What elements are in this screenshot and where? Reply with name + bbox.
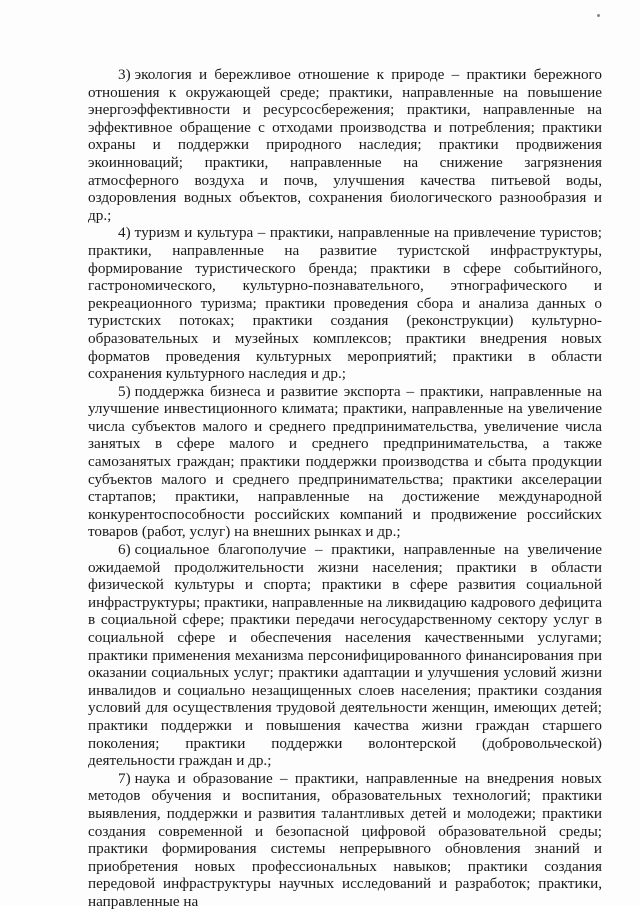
paragraph-business-export <box>88 383 602 541</box>
paragraph-text: экология и бережливое отношение к природе – практики бережного отношения к окружающей среде; практики, направленные на повышение энергоэффективности и ресурсосбережения; практики, направленные на эффективное обращение с отходами производства и потребления; практики охраны и поддержки природного наследия; практики продвижения экоинноваций; практики, направленные на снижение загрязнения атмосферного воздуха и почв, улучшения качества питьевой воды, оздоровления водных объектов, сохранения биологического разнообразия и др.; <box>88 66 602 224</box>
paragraph-text: социальное благополучие – практики, направленные на увеличение ожидаемой продолжительности жизни населения; практики в области физической культуры и спорта; практики в сфере развития социальной инфраструктуры; практики, направленные на ликвидацию кадрового дефицита в социальной сфере; практики передачи негосударственному сектору услуг в социальной сфере и обеспечения населения качественными услугами; практики применения механизма персонифицированного финансирования при оказании социальных услуг; практики адаптации и улучшения условий жизни инвалидов и социально незащищенных слоев населения; практики создания условий для осуществления трудовой деятельности женщин, имеющих детей; практики поддержки и повышения качества жизни граждан старшего поколения; практики поддержки волонтерской (добровольческой) деятельности граждан и др.; <box>88 541 602 770</box>
paragraph-number: 6) <box>118 541 131 559</box>
paragraph-science-education <box>88 770 602 911</box>
paragraph-ecology <box>88 66 602 224</box>
paragraph-social-wellbeing <box>88 541 602 770</box>
paragraph-text: наука и образование – практики, направленные на внедрения новых методов обучения и воспитания, образовательных технологий; практики выявления, поддержки и развития талантливых детей и молодежи; практики создания современной и безопасной цифровой образовательной среды; практики формирования системы непрерывного обновления знаний и приобретения новых профессиональных навыков; практики создания передовой инфраструктуры научных исследований и разработок; практики, направленные на <box>88 769 602 910</box>
document-body <box>88 66 602 911</box>
page-corner-mark <box>597 14 600 17</box>
paragraph-number: 3) <box>118 66 131 83</box>
paragraph-text: поддержка бизнеса и развитие экспорта – практики, направленные на улучшение инвестиционного климата; практики, направленные на увеличение числа субъектов малого и среднего предпринимательства, увеличение числа занятых в сфере малого и среднего предпринимательства, а также самозанятых граждан; практики поддержки производства и сбыта продукции субъектов малого и среднего предпринимательства; практики акселерации стартапов; практики, направленные на достижение международной конкурентоспособности российских компаний и продвижение российских товаров (работ, услуг) на внешних рынках и др.; <box>88 382 602 541</box>
paragraph-number: 7) <box>118 769 131 787</box>
paragraph-number: 5) <box>118 382 131 400</box>
paragraph-text: туризм и культура – практики, направленные на привлечение туристов; практики, направленные на развитие туристской инфраструктуры, формирование туристического бренда; практики в сфере событийного, гастрономического, культурно-познавательного, этнографического и рекреационного туризма; практики проведения сбора и анализа данных о туристских потоках; практики создания (реконструкции) культурно-образовательных и музейных комплексов; практики внедрения новых форматов проведения культурных мероприятий; практики в области сохранения культурного наследия и др.; <box>88 224 602 383</box>
paragraph-tourism-culture <box>88 224 602 382</box>
paragraph-number: 4) <box>118 224 131 242</box>
